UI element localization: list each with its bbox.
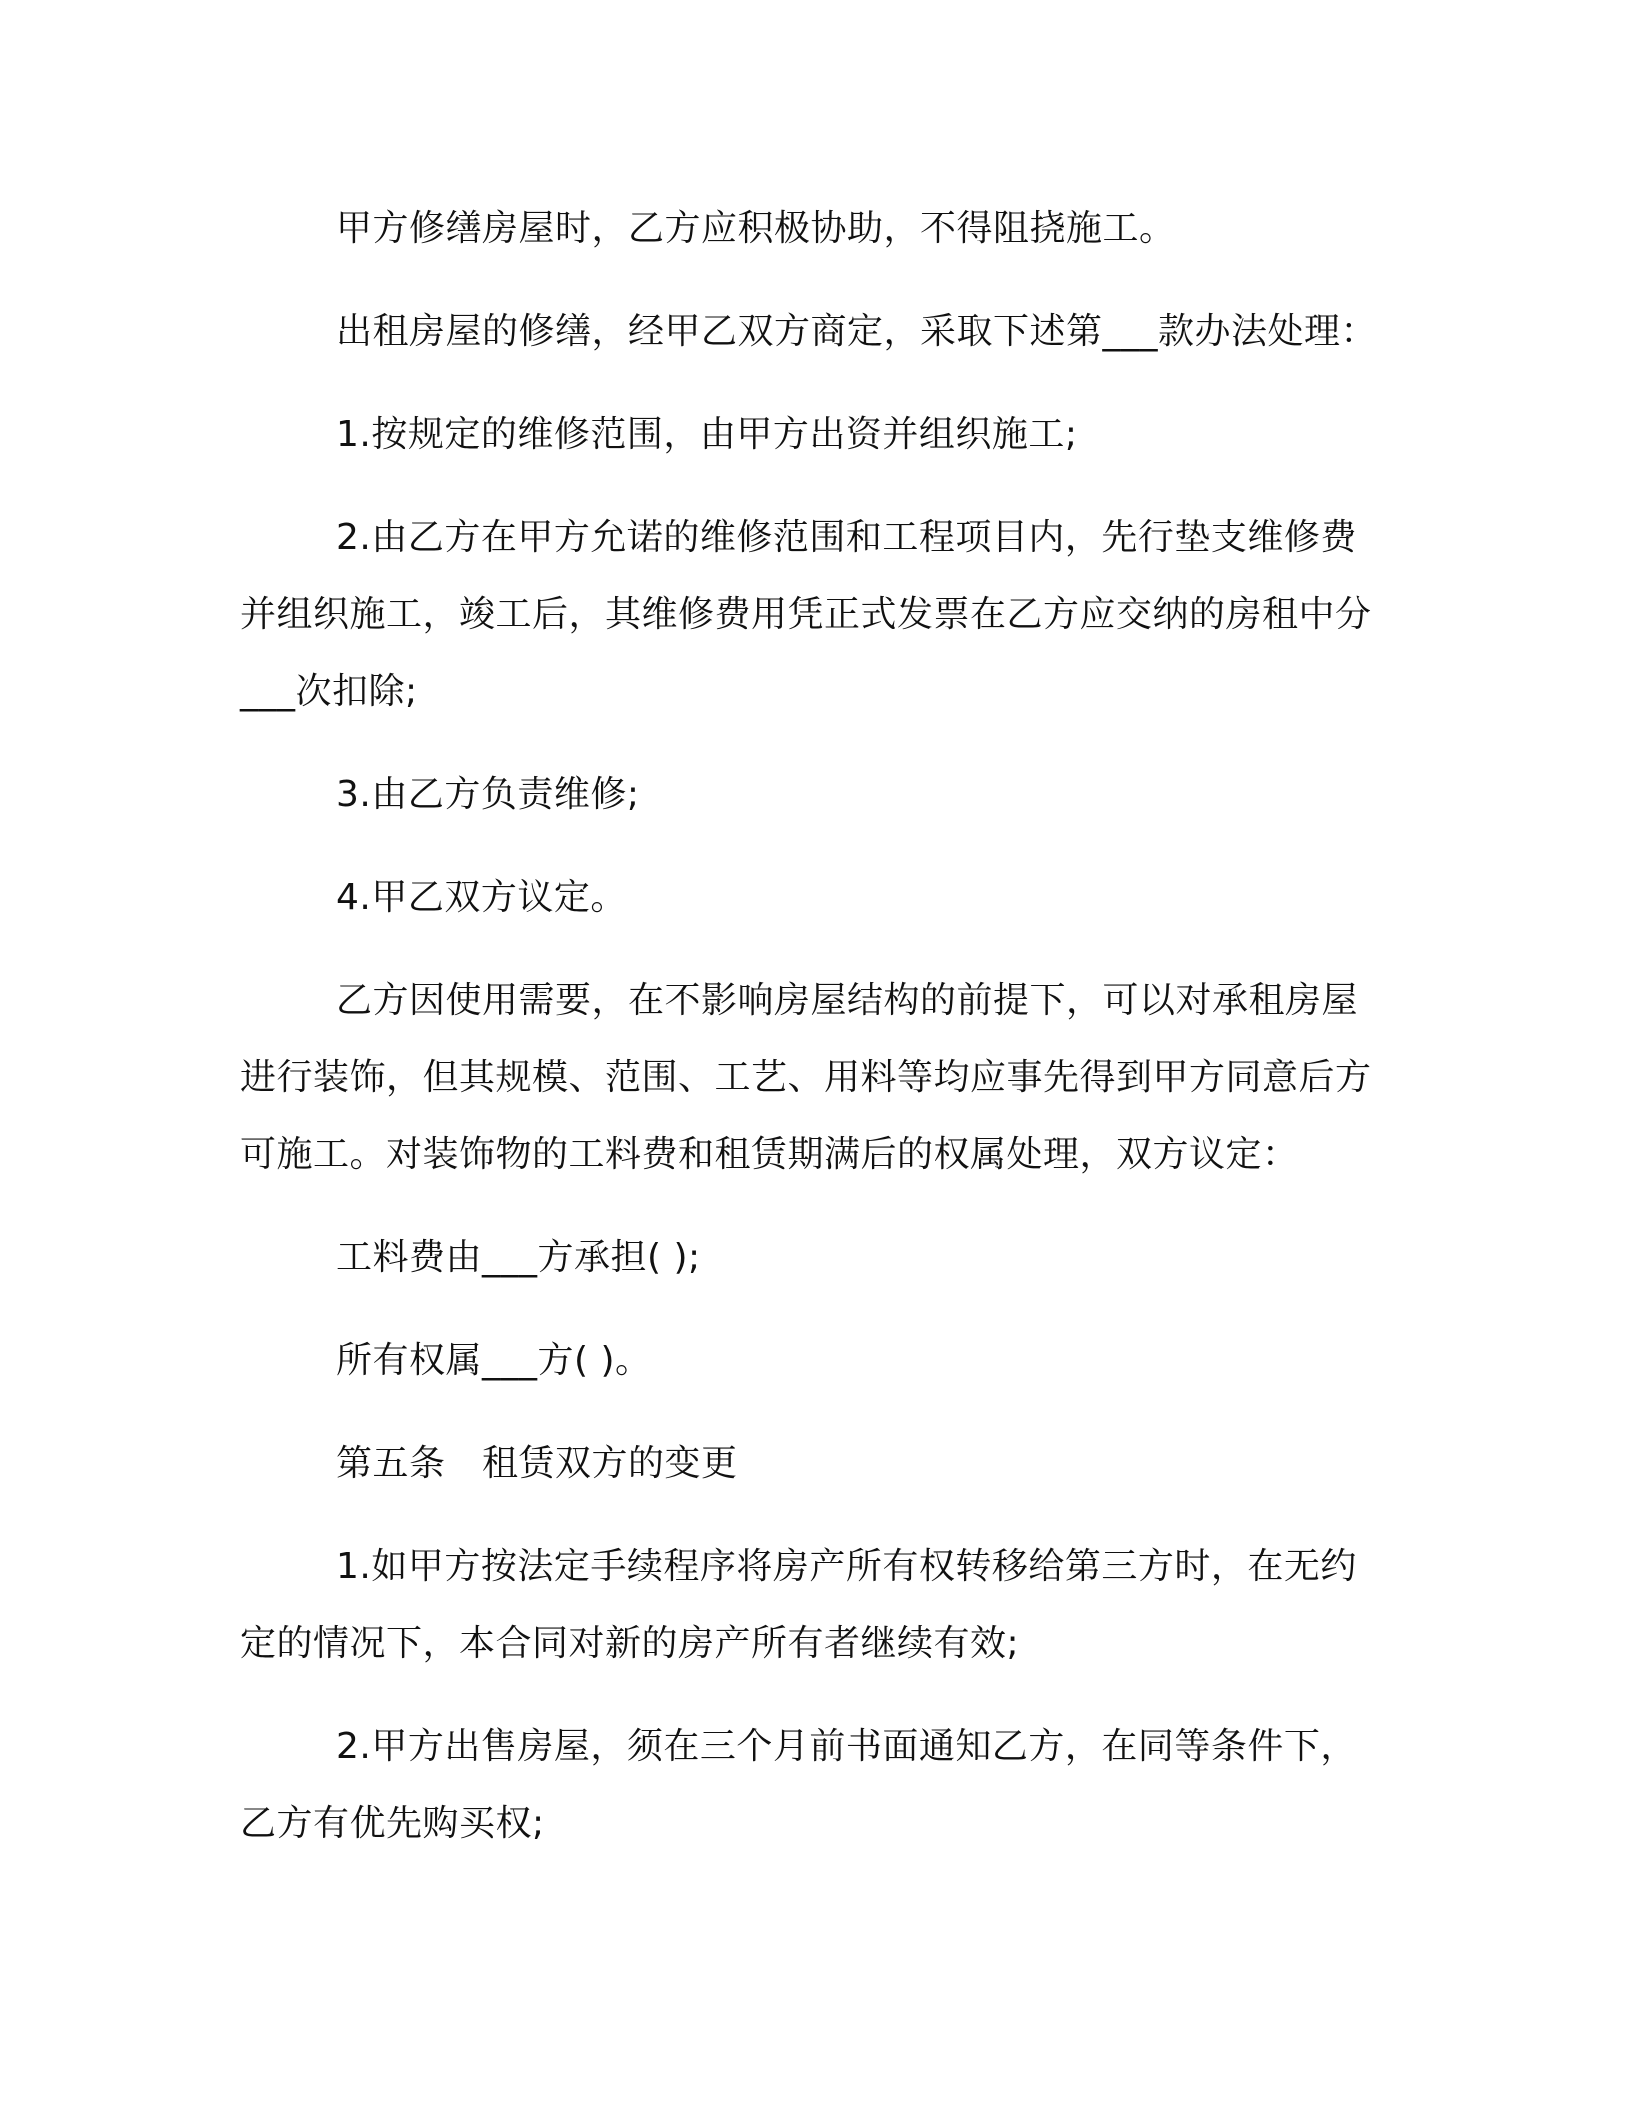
paragraph-repair-method: 出租房屋的修缮，经甲乙双方商定，采取下述第___款办法处理： <box>336 311 1378 352</box>
paragraph-option-4: 4.甲乙双方议定。 <box>336 877 627 918</box>
paragraph-option-2: 2.由乙方在甲方允诺的维修范围和工程项目内，先行垫支维修费并组织施工，竣工后，其维修费用凭正式发票在乙方应交纳的房租中分___次扣除; <box>240 517 1372 712</box>
paragraph-transfer: 1.如甲方按法定手续程序将房产所有权转移给第三方时，在无约定的情况下，本合同对新的房产所有者继续有效; <box>240 1546 1357 1664</box>
section-heading-article-5: 第五条 租赁双方的变更 <box>336 1443 738 1484</box>
paragraph-repair-cooperation: 甲方修缮房屋时，乙方应积极协助，不得阻挠施工。 <box>336 208 1176 249</box>
paragraph-option-1: 1.按规定的维修范围，由甲方出资并组织施工; <box>336 414 1078 455</box>
paragraph-sale-notice: 2.甲方出售房屋，须在三个月前书面通知乙方，在同等条件下，乙方有优先购买权; <box>240 1726 1357 1844</box>
document-body <box>240 190 1380 1862</box>
paragraph-option-3: 3.由乙方负责维修; <box>336 774 640 815</box>
paragraph-ownership: 所有权属___方( )。 <box>336 1340 652 1381</box>
paragraph-material-cost: 工料费由___方承担( ); <box>336 1237 701 1278</box>
paragraph-decoration: 乙方因使用需要，在不影响房屋结构的前提下，可以对承租房屋进行装饰，但其规模、范围、工艺、用料等均应事先得到甲方同意后方可施工。对装饰物的工料费和租赁期满后的权属处理，双方议定： <box>240 980 1372 1175</box>
